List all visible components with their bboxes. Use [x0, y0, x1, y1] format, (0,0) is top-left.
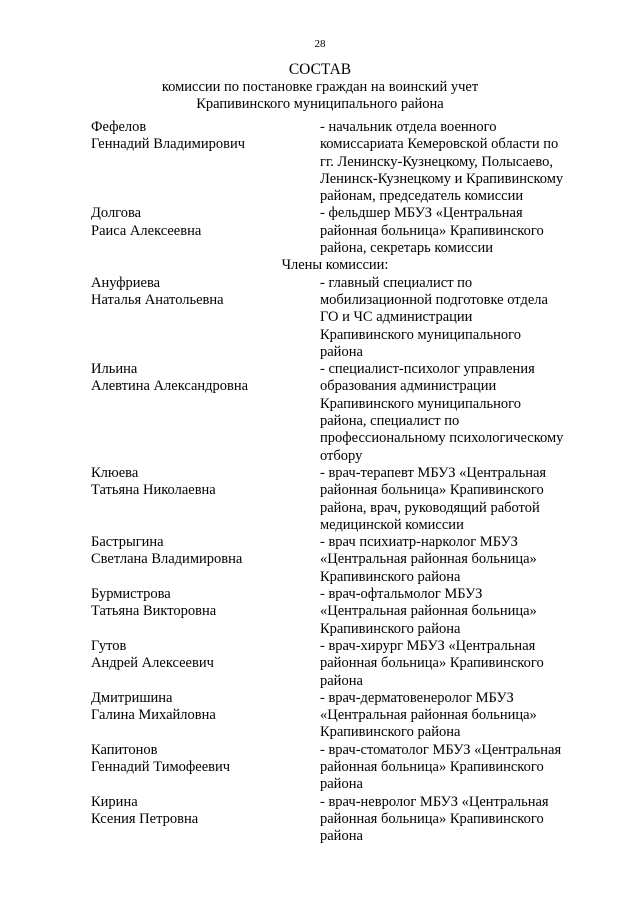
member-given-name: Геннадий Владимирович	[91, 136, 246, 153]
member-role: - начальник отдела военного комиссариата Кемеровской области по гг. Ленинску-Кузнецкому, Полысаево, Ленинск-Кузнецкому и Крапивинскому районам, председатель комиссии	[320, 119, 564, 205]
member-given-name: Наталья Анатольевна	[91, 291, 224, 308]
member-role: - врач-терапевт МБУЗ «Центральная районная больница» Крапивинского района, врач, руководящий работой медицинской комиссии	[320, 464, 547, 533]
member-entry	[0, 794, 640, 846]
member-role: - врач-невролог МБУЗ «Центральная районная больница» Крапивинского района	[320, 793, 549, 845]
member-name	[91, 119, 311, 154]
member-name	[91, 794, 311, 829]
member-given-name: Ксения Петровна	[91, 810, 199, 827]
commission-list	[0, 119, 640, 845]
member-name	[91, 638, 311, 673]
member-name	[91, 361, 311, 396]
document-subtitle-line-2: Крапивинского муниципального района	[196, 96, 444, 112]
member-given-name: Геннадий Тимофеевич	[91, 758, 231, 775]
member-surname: Ильина	[91, 361, 138, 378]
members-heading: Члены комиссии:	[281, 257, 389, 274]
member-given-name: Татьяна Викторовна	[91, 603, 217, 620]
member-name	[91, 205, 311, 240]
member-surname: Бастрыгина	[91, 534, 164, 551]
member-surname: Клюева	[91, 464, 139, 481]
document-title: СОСТАВ	[288, 61, 352, 78]
member-name	[91, 465, 311, 500]
member-surname: Ануфриева	[91, 274, 161, 291]
member-role: - главный специалист по мобилизационной подготовке отдела ГО и ЧС администрации Крапивинского муниципального района	[320, 274, 548, 360]
member-given-name: Галина Михайловна	[91, 707, 216, 724]
member-role: - врач-дерматовенеролог МБУЗ «Центральная районная больница» Крапивинского района	[320, 689, 537, 741]
member-surname: Капитонов	[91, 741, 158, 758]
member-surname: Фефелов	[91, 119, 147, 135]
member-entry	[0, 638, 640, 690]
member-surname: Бурмистрова	[91, 586, 171, 603]
member-entry	[0, 742, 640, 794]
member-role: - врач-хирург МБУЗ «Центральная районная больница» Крапивинского района	[320, 637, 544, 689]
member-entry	[0, 275, 640, 361]
member-given-name: Светлана Владимировна	[91, 551, 243, 568]
member-surname: Долгова	[91, 205, 142, 222]
member-role: - специалист-психолог управления образования администрации Крапивинского муниципального района, специалист по профессиональному психологическому отбору	[320, 361, 564, 464]
member-name	[91, 534, 311, 569]
member-entry	[0, 586, 640, 638]
member-entry	[0, 465, 640, 534]
member-entry	[0, 205, 640, 257]
document-subtitle-line-1: комиссии по постановке граждан на воинский учет	[161, 79, 479, 95]
member-name	[91, 742, 311, 777]
member-entry	[0, 534, 640, 586]
member-role: - врач психиатр-нарколог МБУЗ «Центральная районная больница» Крапивинского района	[320, 534, 537, 585]
member-given-name: Алевтина Александровна	[91, 378, 249, 395]
member-entry	[0, 119, 640, 205]
page-number: 28	[314, 38, 326, 50]
member-given-name: Татьяна Николаевна	[91, 482, 216, 499]
member-name	[91, 690, 311, 725]
member-name	[91, 275, 311, 310]
member-name	[91, 586, 311, 621]
member-role: - врач-офтальмолог МБУЗ «Центральная районная больница» Крапивинского района	[320, 586, 537, 637]
member-surname: Дмитришина	[91, 689, 173, 706]
member-surname: Гутов	[91, 637, 127, 654]
member-role: - фельдшер МБУЗ «Центральная районная больница» Крапивинского района, секретарь комиссии	[320, 205, 544, 257]
member-role: - врач-стоматолог МБУЗ «Центральная районная больница» Крапивинского района	[320, 741, 562, 793]
member-entry	[0, 361, 640, 465]
member-surname: Кирина	[91, 793, 138, 810]
member-given-name: Андрей Алексеевич	[91, 655, 214, 672]
member-given-name: Раиса Алексеевна	[91, 222, 202, 239]
member-entry	[0, 690, 640, 742]
